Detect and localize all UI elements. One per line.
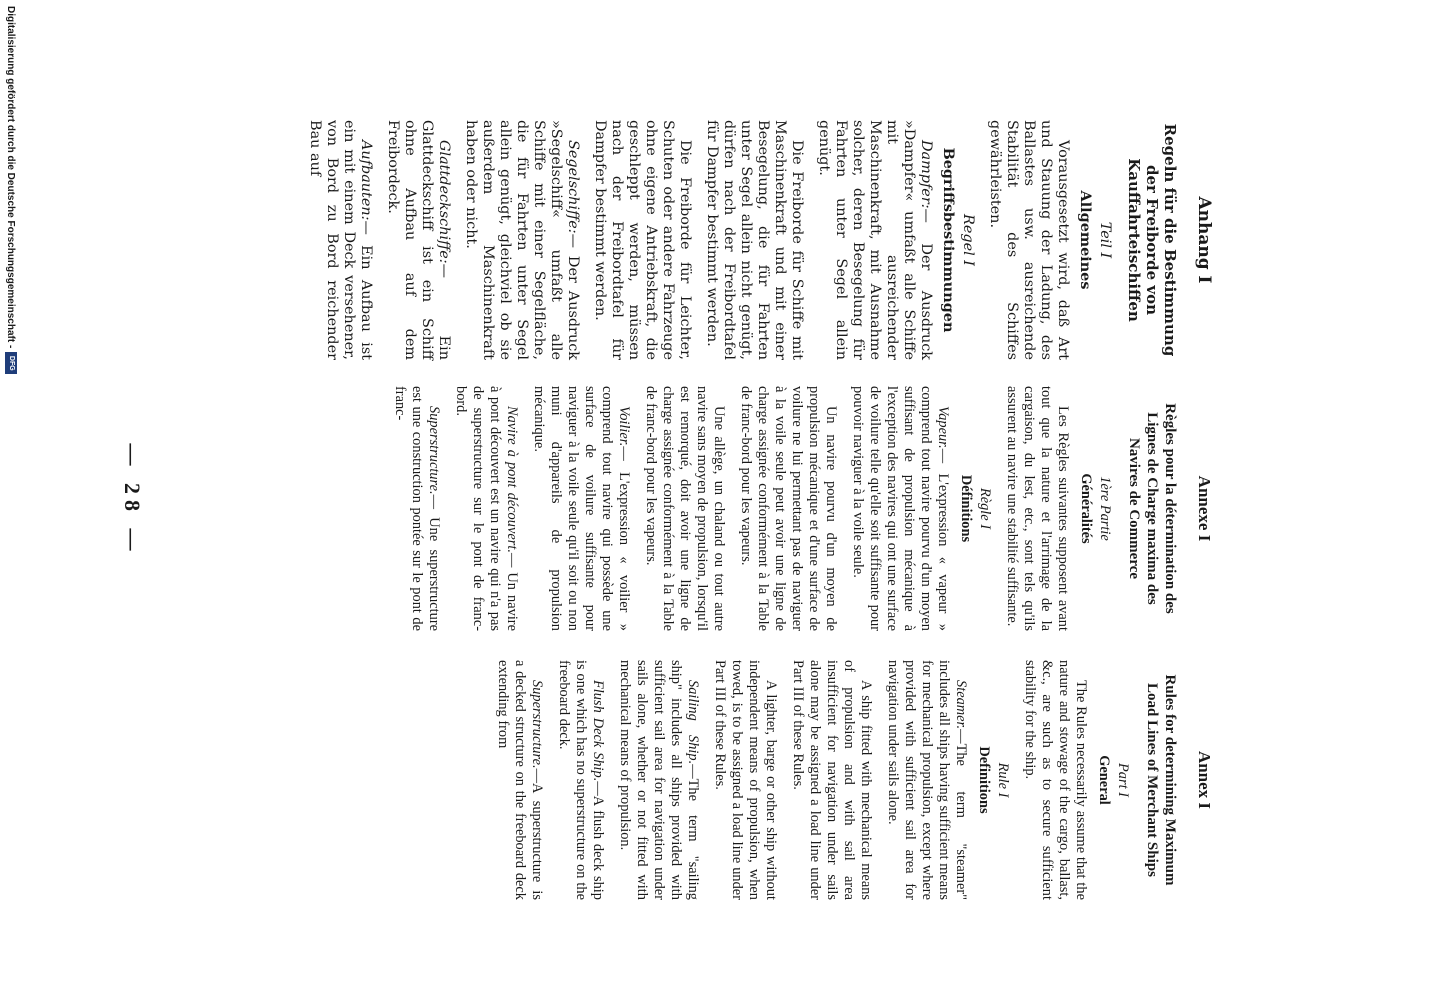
flush-text-french: — Un navire à pont découvert est un navire qui n'a pas de superstructure sur le pont de franc-bord. xyxy=(453,386,520,631)
steamer-paragraph-french xyxy=(849,386,951,631)
lighter-paragraph-english: A lighter, barge or other ship without independent means of propulsion, when towed, is to be assigned a load line under Part III of these Rules. xyxy=(712,660,779,900)
rule-label-english: Rule I xyxy=(995,762,1011,798)
steamer-text-german: — Der Ausdruck »Dampfer« umfaßt alle Schiffe mit ausreichender Maschinenkraft, mit Ausnahme solcher, deren Besegelung für Fahrten unter Segel allein genügt. xyxy=(816,120,934,360)
flush-term-german: Glattdeckschiffe: xyxy=(436,140,452,264)
part-heading-french: Généralités xyxy=(1078,473,1094,544)
mechanical-paragraph-french: Un navire pourvu d'un moyen de propulsion mécanique et d'une surface de voilure ne lui permettant pas de naviguer à la voile seule peut avoir une ligne de charge assignée conformément à la Table de franc-bord pour les vapeurs. xyxy=(738,386,839,631)
steamer-term-english: Steamer. xyxy=(953,680,969,730)
sailing-paragraph-english xyxy=(616,660,701,900)
flush-term-french: Navire à pont découvert. xyxy=(504,406,520,553)
sailing-paragraph-german xyxy=(462,120,581,360)
superstructure-text-french: — Une superstructure est une construction pontée sur le pont de franc- xyxy=(392,386,442,631)
steamer-paragraph-english xyxy=(884,660,969,900)
column-german xyxy=(296,120,1179,360)
title-german: Regeln für die Bestimmung der Freiborde von Kauffahrteischiffen xyxy=(1125,123,1179,357)
flush-paragraph-english xyxy=(555,660,606,900)
title-english: Rules for determining Maximum Load Lines of Merchant Ships xyxy=(1144,674,1178,886)
steamer-text-english: —The term "steamer" includes all ships having sufficient means for mechanical propulsion, except where provided with sufficient sail area for navigation under sails alone. xyxy=(885,660,969,900)
steamer-term-french: Vapeur. xyxy=(935,406,951,449)
rule-heading-english: Definitions xyxy=(976,746,992,814)
part-heading-english: General xyxy=(1096,755,1112,805)
footer-text: Digitalisierung gefördert durch die Deutsche Forschungsgemeinschaft - xyxy=(5,6,17,349)
mechanical-paragraph-german: Die Freiborde für Schiffe mit Maschinenkraft und mit einer Besegelung, die für Fahrten unter Segel allein nicht genügt, dürfen nach der Freibordtafel für Dampfer bestimmt werden. xyxy=(704,120,805,360)
sailing-term-german: Segelschiffe: xyxy=(565,140,581,234)
mechanical-paragraph-english: A ship fitted with mechanical means of propulsion and with sail area insufficient for navigation under sails alone may be assigned a load line under Part III of these Rules. xyxy=(790,660,874,900)
column-english xyxy=(484,660,1179,900)
superstructure-text-german: — Ein Aufbau ist ein mit einem Deck versehener, von Bord zu Bord reichender Bau auf xyxy=(307,120,374,360)
flush-paragraph-french xyxy=(452,386,520,631)
rule-label-french: Règle I xyxy=(977,487,993,530)
superstructure-term-german: Aufbauten: xyxy=(358,140,374,221)
part-heading-german: Allgemeines xyxy=(1077,190,1094,290)
sailing-term-french: Voilier. xyxy=(616,406,632,447)
dfg-logo-icon: DFG xyxy=(5,352,17,374)
column-french xyxy=(381,386,1179,631)
flush-term-english: Flush Deck Ship. xyxy=(590,680,606,782)
lighter-paragraph-french: Une allège, un chaland ou tout autre navire sans moyen de propulsion, lorsqu'il est remorqué, doit avoir une ligne de charge assignée conformément à la Table de franc-bord pour les vapeurs. xyxy=(643,386,727,631)
superstructure-paragraph-french xyxy=(391,386,442,631)
steamer-text-french: — L'expression « vapeur » comprend tout navire pourvu d'un moyen suffisant de propulsion mécanique à l'exception des navires qui ont une surface de voilure telle qu'elle soit suffisante pour pouvoir naviguer à la voile seule. xyxy=(850,386,951,631)
superstructure-text-english: —A superstructure is a decked structure on the freeboard deck extending from xyxy=(495,660,545,900)
sailing-text-german: — Der Ausdruck »Segelschiff« umfaßt alle Schiffe mit einer Segelfläche, die für Fahrten unter Segel allein genügt, gleichviel ob sie außerdem Maschinenkraft haben oder nicht. xyxy=(463,120,581,360)
superstructure-term-english: Superstructure. xyxy=(529,680,545,769)
title-french: Règles pour la détermination des Lignes de Charge maxima des Navires de Commerce xyxy=(1126,403,1178,614)
part-label-french: 1ère Partie xyxy=(1097,476,1113,541)
general-paragraph-german: Vorausgesetzt wird, daß Art und Stauung der Ladung, des Ballastes usw. ausreichende Stabilität des Schiffes gewährleisten. xyxy=(987,120,1071,360)
steamer-term-german: Dampfer: xyxy=(918,140,934,209)
superstructure-term-french: Superstructure. xyxy=(426,406,442,495)
general-paragraph-french: Les Règles suivantes supposent avant tout que la nature et l'arrimage de la cargaison, du lest, etc., sont tels qu'ils assurent au navire une stabilité suffisante. xyxy=(1004,386,1071,631)
rule-heading-french: Définitions xyxy=(958,474,974,543)
part-label-english: Part I xyxy=(1115,763,1131,797)
sailing-text-french: — L'expression « voilier » comprend tout navire qui possède une surface de voilure suffisante pour naviguer à la voile seule qu'il soit ou non muni d'appareils de propulsion mécanique. xyxy=(531,386,632,631)
rule-label-german: Regel I xyxy=(960,214,976,266)
sailing-text-english: —The term "sailing ship" includes all ships provided with sufficient sail area for navigation under sails alone, whether or not fitted with mechanical means of propulsion. xyxy=(617,660,701,901)
general-paragraph-english: The Rules necessarily assume that the nature and stowage of the cargo, ballast, &c., are such as to secure sufficient stability for the ship. xyxy=(1022,660,1089,900)
sailing-term-english: Sailing Ship. xyxy=(685,680,701,765)
flush-text-german: — Ein Glattdeckschiff ist ein Schiff ohne Aufbau auf dem Freibordeck. xyxy=(385,120,452,360)
steamer-paragraph-german xyxy=(815,120,934,360)
part-label-german: Teil I xyxy=(1097,221,1113,259)
annex-heading-french: Annexe I xyxy=(1195,475,1214,542)
superstructure-paragraph-english xyxy=(494,660,545,900)
flush-paragraph-german xyxy=(384,120,452,360)
flush-text-english: —A flush deck ship is one which has no superstructure on the freeboard deck. xyxy=(556,660,606,900)
digitization-footer xyxy=(0,0,22,1000)
sailing-paragraph-french xyxy=(530,386,632,631)
annex-heading-german: Anhang I xyxy=(1194,196,1214,284)
page-number: — 28 — xyxy=(120,443,145,557)
superstructure-paragraph-german xyxy=(306,120,374,360)
annex-heading-english: Annex I xyxy=(1195,750,1214,810)
lighter-paragraph-german: Die Freiborde für Leichter, Schuten oder andere Fahrzeuge ohne eigene Antriebskraft, die geschleppt werden, müssen nach der Freibordtafel für Dampfer bestimmt werden. xyxy=(592,120,693,360)
rule-heading-german: Begriffsbestimmungen xyxy=(940,147,957,333)
